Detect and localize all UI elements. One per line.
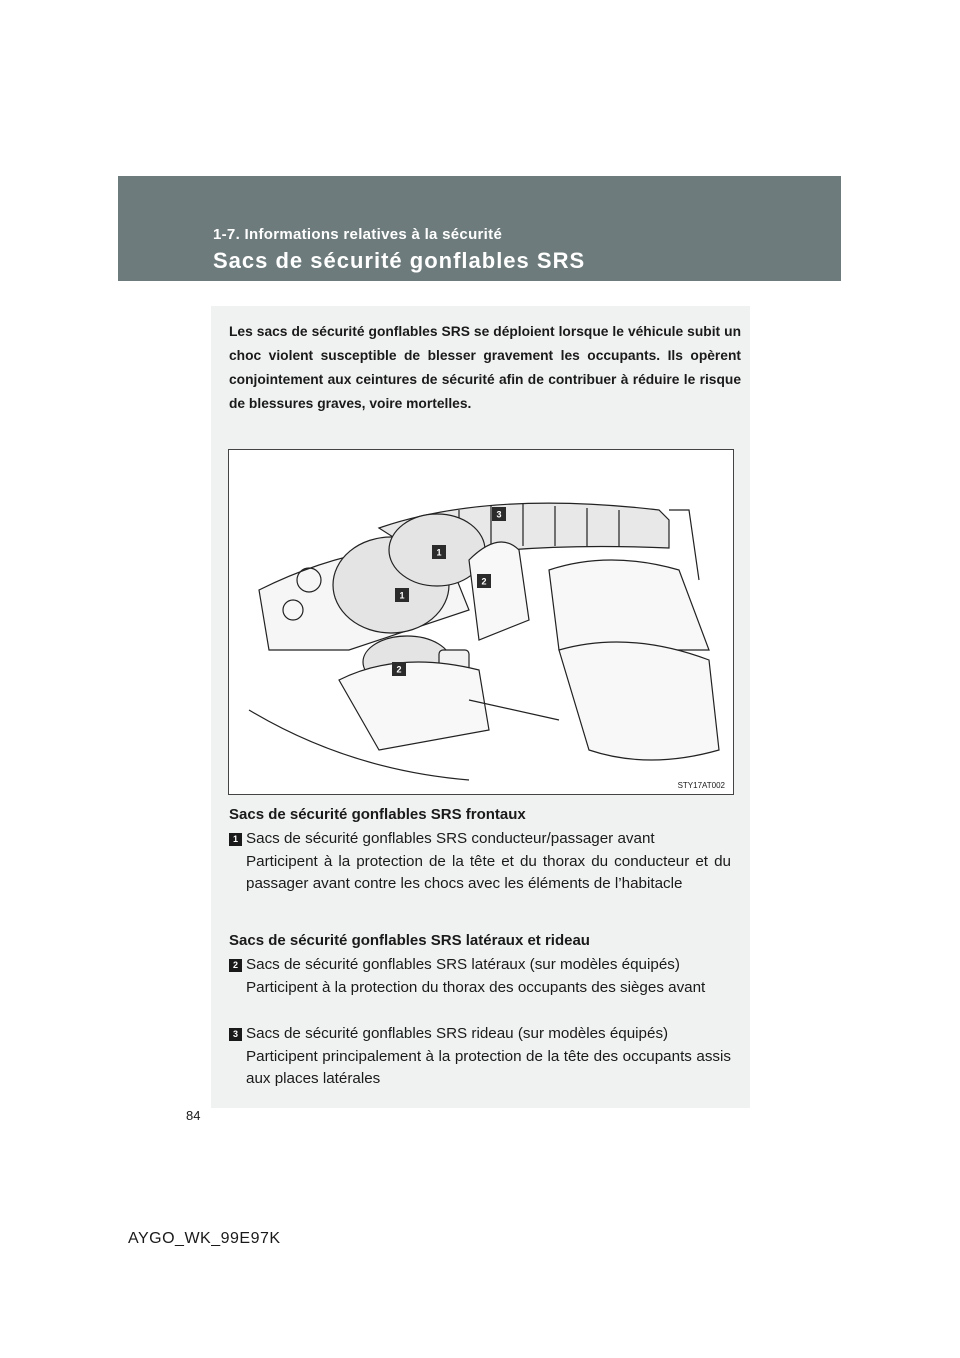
page-number: 84 — [186, 1108, 201, 1123]
section-heading-frontal: Sacs de sécurité gonflables SRS frontaux — [229, 806, 526, 823]
svg-text:1: 1 — [436, 547, 442, 558]
svg-text:2: 2 — [481, 576, 487, 587]
callout-2a-icon — [477, 574, 491, 588]
content-panel — [211, 306, 750, 1108]
item-frontal-airbags — [229, 828, 731, 896]
callout-2b-icon — [392, 662, 406, 676]
svg-text:1: 1 — [399, 590, 405, 601]
item-label: Sacs de sécurité gonflables SRS rideau (sur modèles équipés) — [246, 1025, 669, 1042]
car-interior-drawing — [229, 450, 733, 794]
number-badge-1: 1 — [229, 833, 242, 846]
item-side-airbags — [229, 954, 731, 999]
number-badge-2: 2 — [229, 959, 242, 972]
figure-code: STY17AT002 — [677, 781, 725, 790]
callout-3-icon — [492, 507, 506, 521]
item-curtain-airbags — [229, 1023, 731, 1091]
page-title: Sacs de sécurité gonflables SRS — [213, 248, 586, 273]
item-label: Sacs de sécurité gonflables SRS latéraux (sur modèles équipés) — [246, 956, 680, 973]
chapter-header — [118, 176, 841, 281]
section-label: 1-7. Informations relatives à la sécurité — [213, 226, 503, 243]
document-code: AYGO_WK_99E97K — [128, 1230, 281, 1247]
callout-1a-icon — [432, 545, 446, 559]
item-description: Participent à la protection de la tête et du thorax du conducteur et du passager avant contre les chocs avec les éléments de l’habitacle — [246, 852, 731, 892]
item-description: Participent principalement à la protection de la tête des occupants assis aux places latérales — [246, 1047, 731, 1087]
svg-text:3: 3 — [496, 509, 502, 520]
section-heading-side-curtain: Sacs de sécurité gonflables SRS latéraux et rideau — [229, 932, 590, 949]
item-description: Participent à la protection du thorax des occupants des sièges avant — [246, 978, 706, 996]
airbag-illustration — [228, 449, 734, 795]
number-badge-3: 3 — [229, 1028, 242, 1041]
callout-1b-icon — [395, 588, 409, 602]
item-label: Sacs de sécurité gonflables SRS conducteur/passager avant — [246, 830, 655, 847]
intro-paragraph: Les sacs de sécurité gonflables SRS se déploient lorsque le véhicule subit un choc violent susceptible de blesser gravement les occupants. Ils opèrent conjointement aux ceintures de sécurité afin de contribuer à réduire le risque de blessures graves, voire mortelles. — [229, 324, 741, 411]
svg-text:2: 2 — [396, 664, 402, 675]
